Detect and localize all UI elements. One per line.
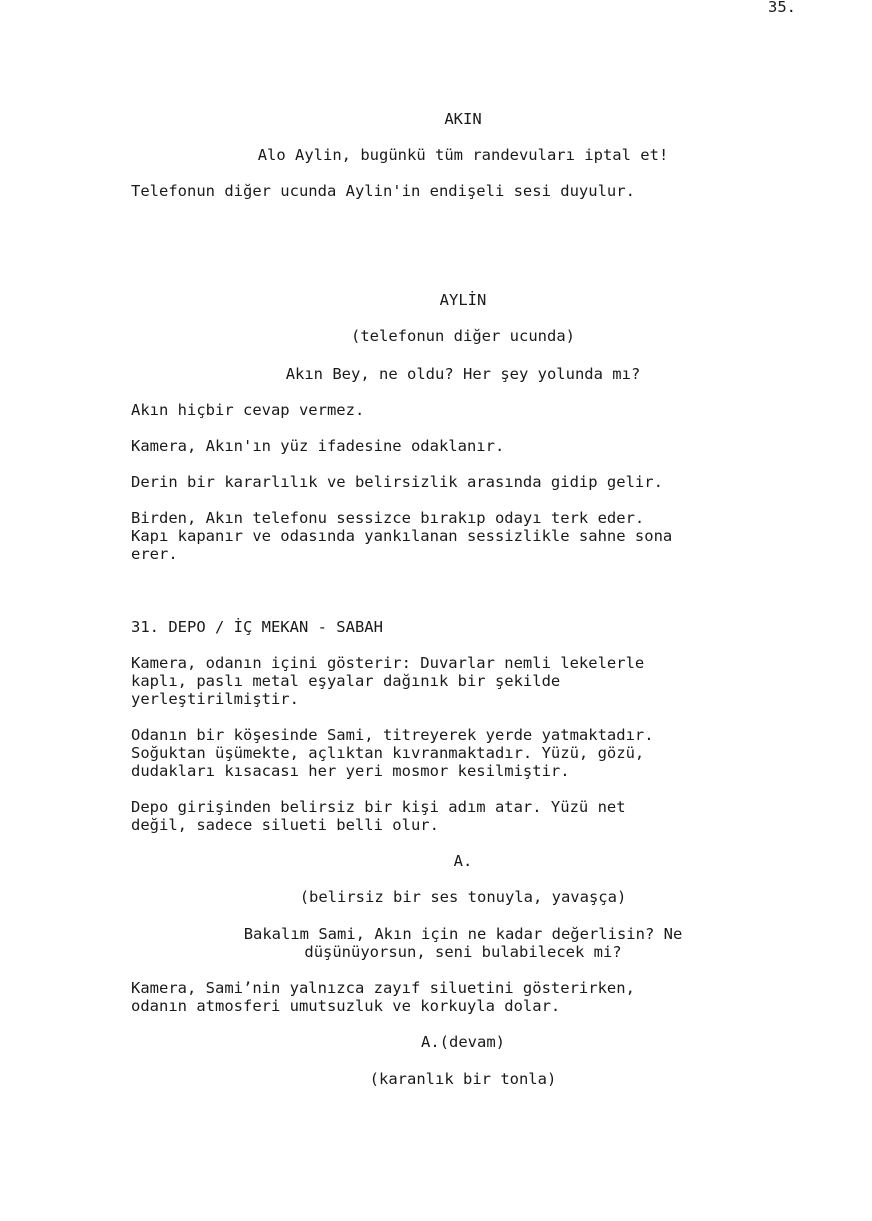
scene-heading: 31. DEPO / İÇ MEKAN - SABAH	[131, 618, 383, 636]
dialogue-line: Bakalım Sami, Akın için ne kadar değerlisin? Ne	[243, 925, 683, 943]
dialogue-line: Alo Aylin, bugünkü tüm randevuları iptal et!	[257, 146, 669, 164]
parenthetical: (karanlık bir tonla)	[369, 1070, 557, 1088]
action-line: Akın hiçbir cevap vermez.	[131, 401, 365, 419]
dialogue-line: düşünüyorsun, seni bulabilecek mi?	[304, 943, 622, 961]
action-line: odanın atmosferi umutsuzluk ve korkuyla dolar.	[131, 997, 561, 1015]
action-line: Kamera, odanın içini gösterir: Duvarlar nemli lekelerle	[131, 654, 645, 672]
action-line: Soğuktan üşümekte, açlıktan kıvranmaktadır. Yüzü, gözü,	[131, 744, 645, 762]
action-line: Telefonun diğer ucunda Aylin'in endişeli sesi duyulur.	[131, 182, 635, 200]
action-line: yerleştirilmiştir.	[131, 690, 299, 708]
action-line: değil, sadece silueti belli olur.	[131, 816, 439, 834]
character-name: A.(devam)	[421, 1033, 505, 1051]
character-name: AYLİN	[439, 291, 487, 309]
action-line: Depo girişinden belirsiz bir kişi adım atar. Yüzü net	[131, 798, 626, 816]
action-line: dudakları kısacası her yeri mosmor kesilmiştir.	[131, 762, 570, 780]
action-line: Kapı kapanır ve odasında yankılanan sessizlikle sahne sona	[131, 527, 673, 545]
action-line: Derin bir kararlılık ve belirsizlik arasında gidip gelir.	[131, 473, 663, 491]
parenthetical: (belirsiz bir ses tonuyla, yavaşça)	[299, 888, 627, 906]
action-line: Odanın bir köşesinde Sami, titreyerek yerde yatmaktadır.	[131, 726, 654, 744]
action-line: Birden, Akın telefonu sessizce bırakıp odayı terk eder.	[131, 509, 645, 527]
action-line: Kamera, Sami’nin yalnızca zayıf siluetini gösterirken,	[131, 979, 635, 997]
action-line: kaplı, paslı metal eşyalar dağınık bir şekilde	[131, 672, 561, 690]
parenthetical: (telefonun diğer ucunda)	[351, 327, 575, 345]
action-line: Kamera, Akın'ın yüz ifadesine odaklanır.	[131, 437, 505, 455]
page-number: 35.	[768, 0, 796, 16]
character-name: A.	[453, 852, 473, 870]
dialogue-line: Akın Bey, ne oldu? Her şey yolunda mı?	[285, 365, 641, 383]
action-line: erer.	[131, 545, 178, 563]
character-name: AKIN	[444, 110, 482, 128]
